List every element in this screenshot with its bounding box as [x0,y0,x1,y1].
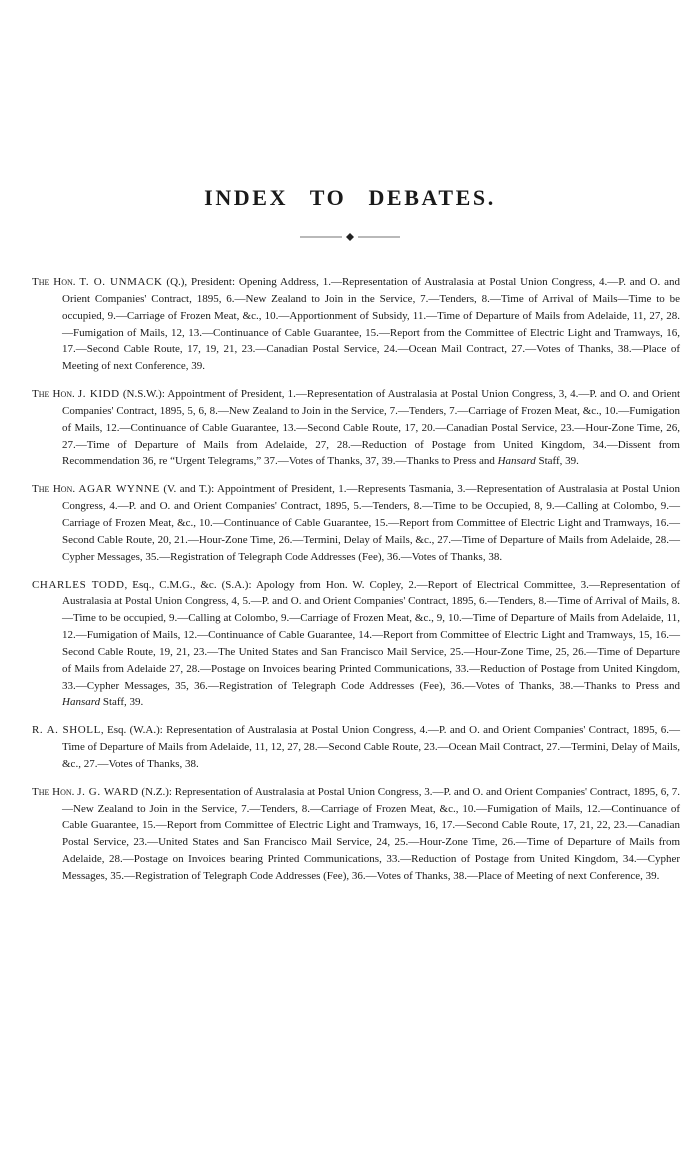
debate-index-list [32,263,680,890]
entry-references: (Q.), President: Opening Address, 1.—Representation of Australasia at Postal Union Congress, 4.—P. and O. and Orient Companies' Contract, 1895, 6.—New Zealand to Join in the Service, 7.—Tenders, 8.—Time of Arrival of Mails—Time to be occupied, 9.—Carriage of Frozen Meat, &c., 10.—Apportionment of Subsidy, 11.—Time of Departure of Mails from Adelaide, 11, 27, 28.—Fumigation of Mails, 12, 13.—Continuance of Cable Guarantee, 15.—Report from the Committee of Electric Light and Tramways, 16, 17.—Second Cable Route, 17, 19, 21, 23.—Canadian Postal Service, 24.—Ocean Mail Contract, 27.—Votes of Thanks, 38.—Place of Meeting of next Conference, 39. [62,276,680,373]
index-entry-unmack [32,274,680,375]
speaker-name: T. O. UNMACK [79,276,163,288]
speaker-title: The Hon. [32,483,76,496]
index-entry-kidd [32,386,680,470]
speaker-name: J. G. WARD [77,785,139,798]
index-entry-ward [32,784,680,885]
entry-references: , Esq. (W.A.): Representation of Australasia at Postal Union Congress, 4.—P. and O. and Orient Companies' Contract, 1895, 6.—Time of Departure of Mails from Adelaide, 11, 12, 27, 28.—Second Cable Route, 23.—Ocean Mail Contract, 27.—Termini, Delay of Mails, &c., 27.—Votes of Thanks, 38. [62,724,680,770]
index-entry-todd [32,577,680,712]
hansard-italic: Hansard [62,696,101,709]
index-entry-sholl [32,722,680,773]
speaker-name: AGAR WYNNE [78,483,160,496]
entry-references-tail: Staff, 39. [100,696,144,709]
speaker-title: The Hon. [32,785,75,798]
entry-references-tail: Staff, 39. [535,455,579,468]
speaker-title: The Hon. [32,276,76,288]
speaker-title: The Hon. [32,388,75,401]
entry-references: (N.Z.): Representation of Australasia at Postal Union Congress, 3.—P. and O. and Orient Companies' Contract, 1895, 6, 7.—New Zealand to Join in the Service, 7.—Tenders, 8.—Carriage of Frozen Meat, &c., 10.—Fumigation of Mails, 12.—Continuance of Cable Guarantee, 15.—Report from Committee of Electric Light and Tramways, 16, 17.—Second Cable Route, 17, 21, 22, 23.—Canadian Postal Service, 23.—United States and San Francisco Mail Service, 24, 25.—Hour-Zone Time, 26.—Time of Departure of Mails from Adelaide, 28.—Postage on Invoices bearing Printed Communications, 33.—Reduction of Postage from United Kingdom, 34.—Cypher Messages, 35.—Registration of Telegraph Code Addresses (Fee), 36.—Votes of Thanks, 38.—Place of Meeting of next Conference, 39. [62,785,680,882]
hansard-italic: Hansard [497,455,536,468]
index-entry-wynne [32,481,680,565]
entry-references: , Esq., C.M.G., &c. (S.A.): Apology from Hon. W. Copley, 2.—Report of Electrical Committee, 3.—Representation of Australasia at Postal Union Congress, 4, 5.—P. and O. and Orient Companies' Contract, 1895, 6.—Tenders, 8.—Time of Arrival of Mails, 8.—Time to be occupied, 9.—Calling at Colombo, 9.—Carriage of Frozen Meat, &c., 9, 10.—Time of Departure of Mails from Adelaide, 11, 12.—Fumigation of Mails, 12.—Continuance of Cable Guarantee, 14.—Report from Committee of Electric Light and Tramways, 15, 16.—Second Cable Route, 19, 21, 23.—The United States and San Francisco Mail Service, 25.—Hour-Zone Time, 25, 26.—Time of Departure of Mails from Adelaide 27, 28.—Postage on Invoices bearing Printed Communications, 33.—Reduction of Postage from United Kingdom, 33.—Cypher Messages, 35, 36.—Registration of Telegraph Code Addresses (Fee), 36.—Votes of Thanks, 38.—Thanks to Press and [62,578,680,692]
speaker-name: CHARLES TODD [32,578,125,591]
ornamental-rule [300,232,400,242]
entry-references: (V. and T.): Appointment of President, 1.—Represents Tasmania, 3.—Representation of Australasia at Postal Union Congress, 4.—P. and O. and Orient Companies' Contract, 1895, 5.—Tenders, 8.—Time to be Occupied, 8, 9.—Calling at Colombo, 9.—Carriage of Frozen Meat, &c., 10.—Continuance of Cable Guarantee, 15.—Report from Committee of Electric Light and Tramways, 16.—Second Cable Route, 20, 21.—Hour-Zone Time, 26.—Termini, Delay of Mails, &c., 27.—Time of Departure of Mails from Adelaide, 28.—Cypher Messages, 35.—Registration of Telegraph Code Addresses (Fee), 36.—Votes of Thanks, 38. [62,483,681,563]
page-title: INDEX TO DEBATES. [204,185,496,210]
speaker-name: J. KIDD [77,388,120,401]
speaker-name: R. A. SHOLL [32,724,101,737]
entry-references: (N.S.W.): Appointment of President, 1.—Representation of Australasia at Postal Union Congress, 3, 4.—P. and O. and Orient Companies' Contract, 1895, 5, 6, 8.—New Zealand to Join in the Service, 7.—Tenders, 7.—Carriage of Frozen Meat, &c., 10.—Fumigation of Mails, 12.—Continuance of Cable Guarantee, 13.—Second Cable Route, 17, 20.—Canadian Postal Service, 23.—Hour-Zone Time, 26, 27.—Time of Departure of Mails from Adelaide, 27, 28.—Reduction of Postage from United Kingdom, 34.—Dissent from Recommendation 36, re “Urgent Telegrams,” 37.—Votes of Thanks, 37, 39.—Thanks to Press and [62,388,680,468]
diamond-ornament-icon [346,233,354,241]
